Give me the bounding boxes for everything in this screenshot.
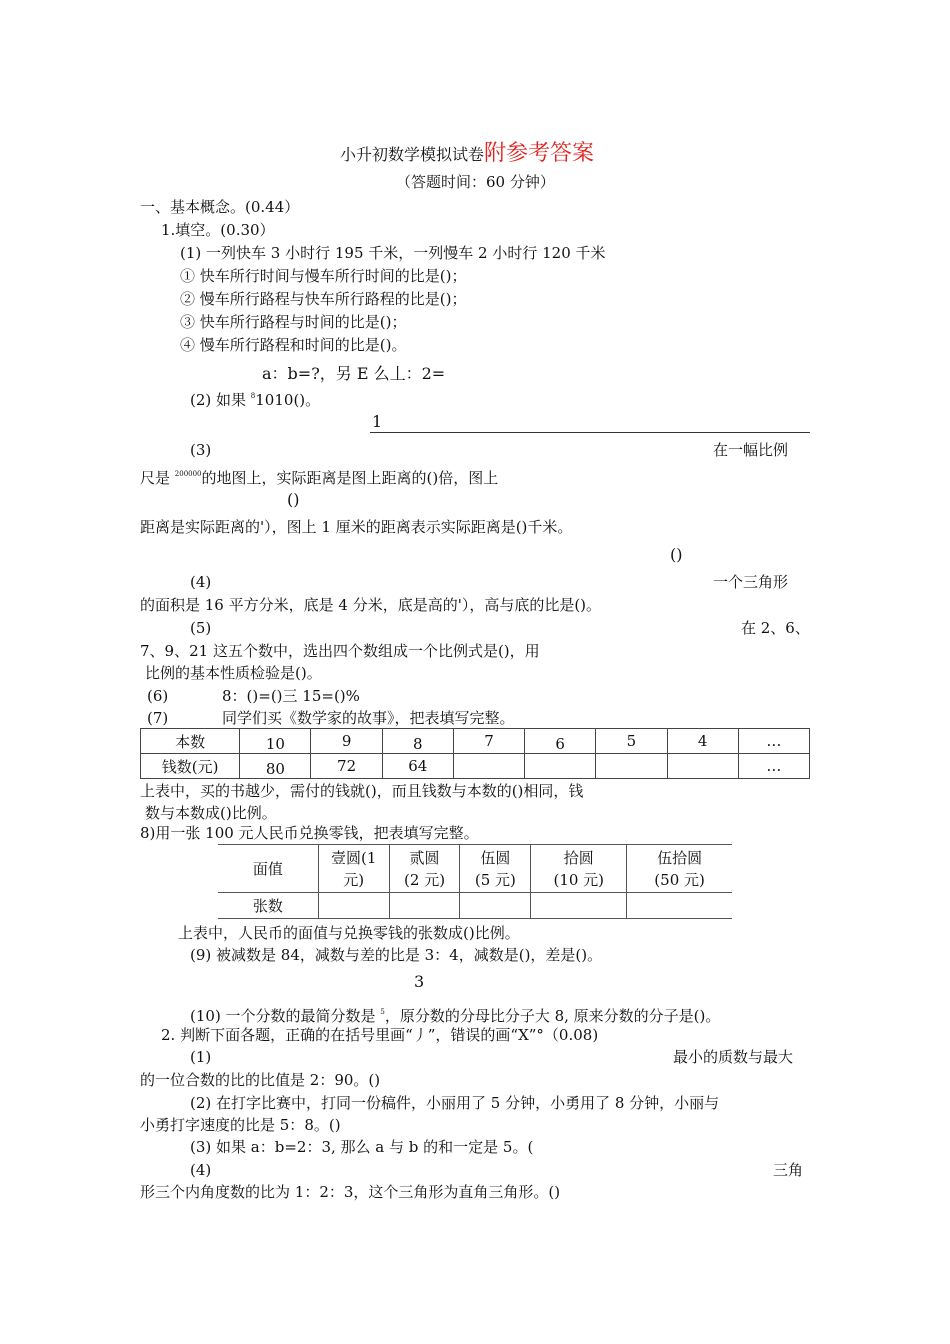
j2-line2: 小勇打字速度的比是 5：8。() <box>140 1116 341 1134</box>
page-title <box>340 141 595 166</box>
q2-pre: (2) 如果 <box>190 391 251 409</box>
title-main: 小升初数学模拟试卷 <box>340 145 485 164</box>
q7-after-2: 数与本数成()比例。 <box>145 804 277 822</box>
q3-sup: 200000 <box>174 470 202 478</box>
q4-line2: 的面积是 16 平方分米，底是 4 分米，底是高的'），高与底的比是()。 <box>140 596 602 614</box>
books-table <box>140 728 810 779</box>
j2-line1: (2) 在打字比赛中，打同一份稿件，小丽用了 5 分钟，小勇用了 8 分钟，小丽与 <box>190 1094 720 1112</box>
q7-text: 同学们买《数学家的故事》，把表填写完整。 <box>222 709 515 727</box>
q4-paren: () <box>670 545 683 564</box>
q3-right: 在一幅比例 <box>713 441 789 459</box>
table-cell: 拾圆 (10 元) <box>531 845 627 893</box>
table-cell <box>627 893 732 919</box>
fill-heading: 1.填空。(0.30） <box>161 221 275 239</box>
table-cell: 64 <box>382 754 453 779</box>
q10-pre: (10) 一个分数的最简分数是 <box>190 1007 381 1025</box>
judge-heading: 2. 判断下面各题，正确的在括号里画“丿”，错误的画“X”°（0.08) <box>161 1026 599 1044</box>
table-cell: 72 <box>311 754 382 779</box>
table-cell: 伍拾圆 (50 元) <box>627 845 732 893</box>
j1-right: 最小的质数与最大 <box>673 1048 794 1066</box>
table-cell <box>525 754 596 779</box>
table-cell: 钱数(元) <box>141 754 240 779</box>
q3-line2 <box>140 464 498 488</box>
q5-num: (5) <box>190 619 212 637</box>
q3-post: 的地图上，实际距离是图上距离的()倍，图上 <box>201 469 499 487</box>
q4-right: 一个三角形 <box>713 573 789 591</box>
q6-text: 8：()=()三 15=()% <box>222 687 360 705</box>
table-cell <box>667 754 738 779</box>
q4-num: (4) <box>190 573 212 591</box>
q9: (9) 被减数是 84，减数与差的比是 3：4，减数是()，差是()。 <box>190 946 603 964</box>
table-cell <box>596 754 667 779</box>
money-table <box>218 844 732 919</box>
q1-c: ③ 快车所行路程与时间的比是()； <box>180 313 407 331</box>
q1-b: ② 慢车所行路程与快车所行路程的比是()； <box>180 290 467 308</box>
q7-num: (7) <box>147 709 169 727</box>
table-cell: 壹圆(1 元) <box>318 845 389 893</box>
j1-num: (1) <box>190 1048 212 1066</box>
q2-text <box>190 386 320 410</box>
q2-post: 1010()。 <box>255 391 321 409</box>
table-cell: 7 <box>453 729 524 754</box>
q5-right: 在 2、6、 <box>741 619 810 637</box>
table-cell: 面值 <box>218 845 318 893</box>
q8-after: 上表中，人民币的面值与兑换零钱的张数成()比例。 <box>178 924 520 942</box>
table-cell: 伍圆 (5 元) <box>460 845 531 893</box>
table-cell: … <box>738 729 809 754</box>
table-cell: 5 <box>596 729 667 754</box>
j3: (3) 如果 a：b=2：3, 那么 a 与 b 的和一定是 5。( <box>190 1138 534 1156</box>
q1-stem: (1) 一列快车 3 小时行 195 千米，一列慢车 2 小时行 120 千米 <box>180 244 606 262</box>
table-cell: 10 <box>240 729 311 754</box>
q1-d: ④ 慢车所行路程和时间的比是()。 <box>180 336 407 354</box>
table-cell <box>453 754 524 779</box>
q7-after-1: 上表中，买的书越少，需付的钱就()，而且钱数与本数的()相同，钱 <box>140 782 584 800</box>
title-red: 附参考答案 <box>484 141 595 166</box>
q3-pre: 尺是 <box>140 469 175 487</box>
table-cell <box>460 893 531 919</box>
table-cell: 8 <box>382 729 453 754</box>
table-cell: … <box>738 754 809 779</box>
table-cell <box>318 893 389 919</box>
q2-sup: 8 <box>250 392 256 400</box>
subtitle: （答题时间：60 分钟） <box>396 173 555 191</box>
table-cell: 6 <box>525 729 596 754</box>
q10-frac-top: 3 <box>414 972 425 991</box>
q10-text <box>190 1002 720 1026</box>
q2-formula: a：b=?，另 E 么丄：2= <box>262 364 446 383</box>
table-cell <box>389 893 460 919</box>
table-cell: 80 <box>240 754 311 779</box>
table-cell: 9 <box>311 729 382 754</box>
table-cell: 贰圆 (2 元) <box>389 845 460 893</box>
q3-frac-top: 1 <box>372 412 383 431</box>
table-cell: 本数 <box>141 729 240 754</box>
j4-num: (4) <box>190 1161 212 1179</box>
q5-line3: 比例的基本性质检验是()。 <box>145 664 322 682</box>
j4-line2: 形三个内角度数的比为 1：2：3，这个三角形为直角三角形。() <box>140 1183 561 1201</box>
j1-line2: 的一位合数的比的比值是 2：90。() <box>140 1071 381 1089</box>
q3-paren: () <box>287 490 300 509</box>
q6-num: (6) <box>147 687 169 705</box>
q10-sup: 5 <box>380 1008 385 1016</box>
q3-line3: 距离是实际距离的'），图上 1 厘米的距离表示实际距离是()千米。 <box>140 518 573 536</box>
j4-right: 三角 <box>773 1161 804 1179</box>
q10-post: ，原分数的分母比分子大 8, 原来分数的分子是()。 <box>384 1007 721 1025</box>
q8-text: 8)用一张 100 元人民币兑换零钱，把表填写完整。 <box>140 824 479 842</box>
table-cell: 4 <box>667 729 738 754</box>
table-cell <box>531 893 627 919</box>
q1-a: ① 快车所行时间与慢车所行时间的比是()； <box>180 267 467 285</box>
q3-num: (3) <box>190 441 212 459</box>
table-cell: 张数 <box>218 893 318 919</box>
section-1-heading: 一、基本概念。(0.44） <box>140 198 300 216</box>
q5-line2: 7、9、21 这五个数中，选出四个数组成一个比例式是()，用 <box>140 642 540 660</box>
fraction-line <box>370 432 810 433</box>
